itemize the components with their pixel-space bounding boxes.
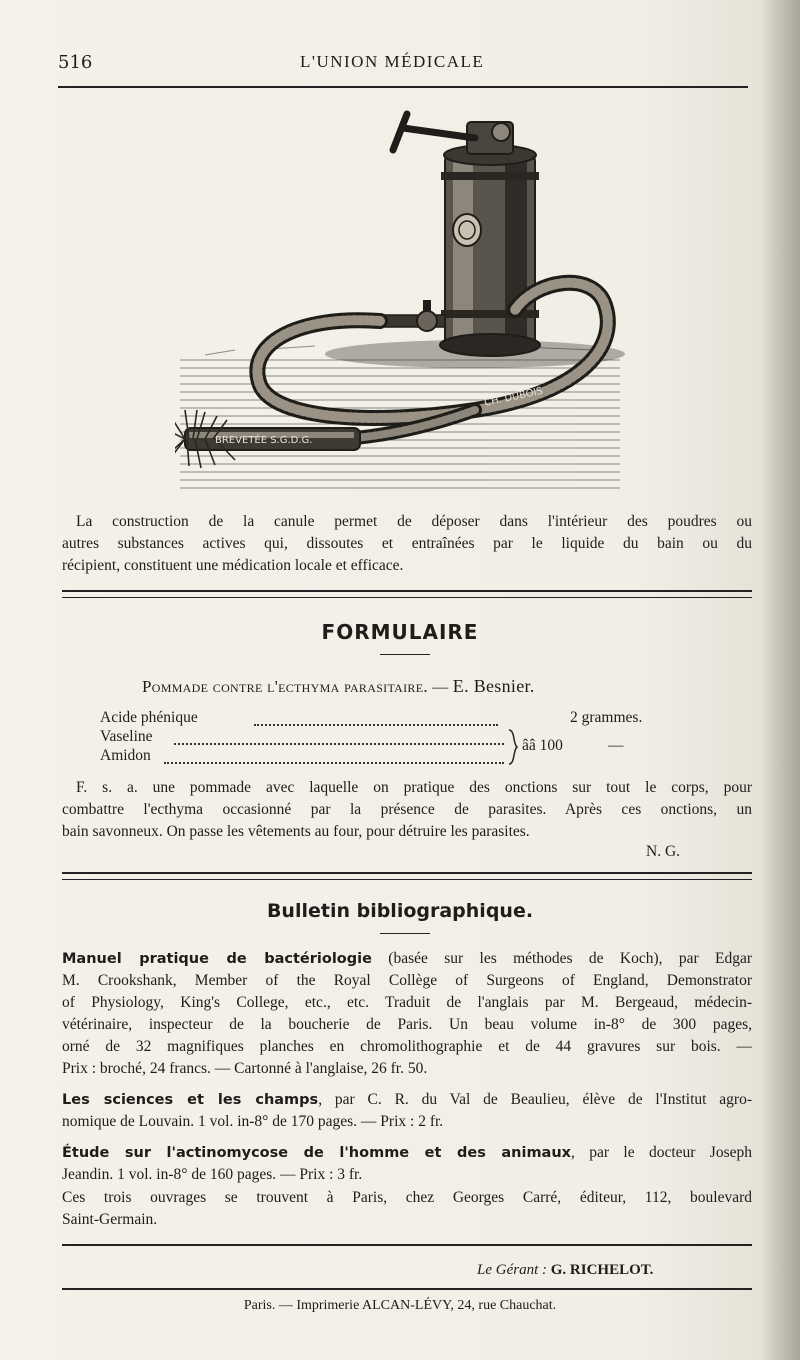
entry-line: Prix : broché, 24 francs. — Cartonné à l'anglaise, 26 fr. 50.	[62, 1060, 428, 1077]
book-title: Étude sur l'actinomycose de l'homme et des animaux	[62, 1145, 572, 1161]
printer-imprint: Paris. — Imprimerie ALCAN-LÉVY, 24, rue Chauchat.	[243, 1298, 557, 1313]
instruction-line: F. s. a. une pommade avec laquelle on pratique des onctions sur tout le corps, pour	[76, 779, 752, 796]
ingredient-name: Amidon	[100, 747, 151, 764]
closing-line: Saint-Germain.	[62, 1211, 158, 1228]
ingredient-leader	[254, 724, 498, 726]
pump-cylinder	[440, 145, 540, 356]
illustration-caption	[62, 511, 752, 577]
caption-line-2: autres substances actives qui, dissoutes et entraînées par le liquide du bain ou du	[62, 535, 752, 552]
entry-line: Jeandin. 1 vol. in-8° de 160 pages. — Prix : 3 fr.	[62, 1166, 363, 1183]
page-header	[58, 52, 748, 82]
formula-instructions	[62, 777, 752, 843]
entry-line: M. Crookshank, Member of the Royal Collège of Surgeons of England, Demonstrator	[62, 972, 752, 989]
signature-rule	[62, 1244, 752, 1246]
hose-label: CH. DUBOIS	[483, 385, 544, 409]
entry-line: orné de 32 magnifiques planches en chromolithographie et de 44 gravures sur bois. —	[62, 1038, 752, 1055]
book-title: Les sciences et les champs	[62, 1092, 319, 1108]
closing-line: Ces trois ouvrages se trouvent à Paris, chez Georges Carré, éditeur, 112, boulevard	[62, 1189, 752, 1206]
entry-line: nomique de Louvain. 1 vol. in-8° de 170 pages. — Prix : 2 fr.	[62, 1113, 444, 1130]
formula-author: E. Besnier.	[452, 676, 535, 696]
signature-label: Le Gérant :	[477, 1262, 547, 1278]
bibliography-entry: Étude sur l'actinomycose de l'homme et des animaux, par le docteur Joseph Jeandin. 1 vol. in-8° de 160 pages. — Prix : 3 fr.	[62, 1142, 752, 1186]
bibliography-entry: Les sciences et les champs, par C. R. du Val de Beaulieu, élève de l'Institut agro- nomique de Louvain. 1 vol. in-8° de 170 pages. — Prix : 2 fr.	[62, 1089, 752, 1133]
header-rule	[58, 86, 748, 88]
entry-line: of Physiology, King's College, etc., etc. Traduit de l'anglais par M. Bergeaud, médecin-	[62, 994, 752, 1011]
shared-quantity: ââ 100	[522, 737, 563, 754]
ingredient-name: Vaseline	[100, 728, 153, 745]
formula-title	[142, 676, 535, 697]
bibliography-entry: Manuel pratique de bactériologie (basée sur les méthodes de Koch), par Edgar M. Crookshank, Member of the Royal Collège of Surgeons of England, Demonstrator of Physiology, King's College, etc., etc. Traduit de l'anglais par M. Bergeaud, médecin- vétérinaire, inspecteur de la boucherie de Paris. Un beau volume in-8° de 300 pages, orné de 32 magnifiques planches en chromolithographie et de 44 gravures sur bois. — Prix : broché, 24 francs. — Cartonné à l'anglaise, 26 fr. 50.	[62, 948, 752, 1080]
footer-rule	[62, 1288, 752, 1290]
ingredient-leader	[174, 743, 504, 745]
section-divider-1	[62, 590, 752, 598]
page-number: 516	[58, 52, 93, 73]
ingredient-quantity: 2 grammes.	[570, 709, 643, 726]
signature-name: G. RICHELOT.	[547, 1262, 654, 1278]
instruction-line: combattre l'ecthyma occasionné par la présence de parasites. Après ces onctions, un	[62, 801, 752, 818]
book-title: Manuel pratique de bactériologie	[62, 951, 372, 967]
instruction-line: bain savonneux. On passe les vêtements au four, pour détruire les parasites.	[62, 823, 530, 840]
entry-line: vétérinaire, inspecteur de la boucherie de Paris. Un beau volume in-8° de 300 pages,	[62, 1016, 752, 1033]
formula-initials: N. G.	[646, 843, 681, 860]
irrigator-illustration	[175, 110, 625, 490]
bulletin-heading: Bulletin bibliographique.	[266, 900, 534, 922]
caption-line-3: récipient, constituent une médication locale et efficace.	[62, 557, 404, 574]
ingredient-leader	[164, 762, 504, 764]
ingredient-name: Acide phénique	[100, 709, 198, 726]
formulaire-heading: FORMULAIRE	[321, 620, 479, 644]
page-edge-shadow	[760, 0, 800, 1360]
pump-crank	[393, 114, 513, 154]
formula-title-text: Pommade contre l'ecthyma parasitaire.	[142, 677, 428, 696]
running-title: L'UNION MÉDICALE	[300, 52, 485, 71]
caption-line-1: La construction de la canule permet de déposer dans l'intérieur des poudres ou	[76, 513, 752, 530]
ingredient-brace	[507, 728, 519, 766]
formulaire-heading-rule	[380, 654, 430, 655]
signature	[477, 1262, 653, 1279]
cannula-label: BREVETÉE S.G.D.G.	[215, 435, 313, 446]
bulletin-heading-rule	[380, 933, 430, 934]
shared-quantity-unit: —	[608, 737, 624, 754]
section-divider-2	[62, 872, 752, 880]
formula-title-dash: —	[427, 679, 453, 696]
bibliography-closing	[62, 1187, 752, 1231]
